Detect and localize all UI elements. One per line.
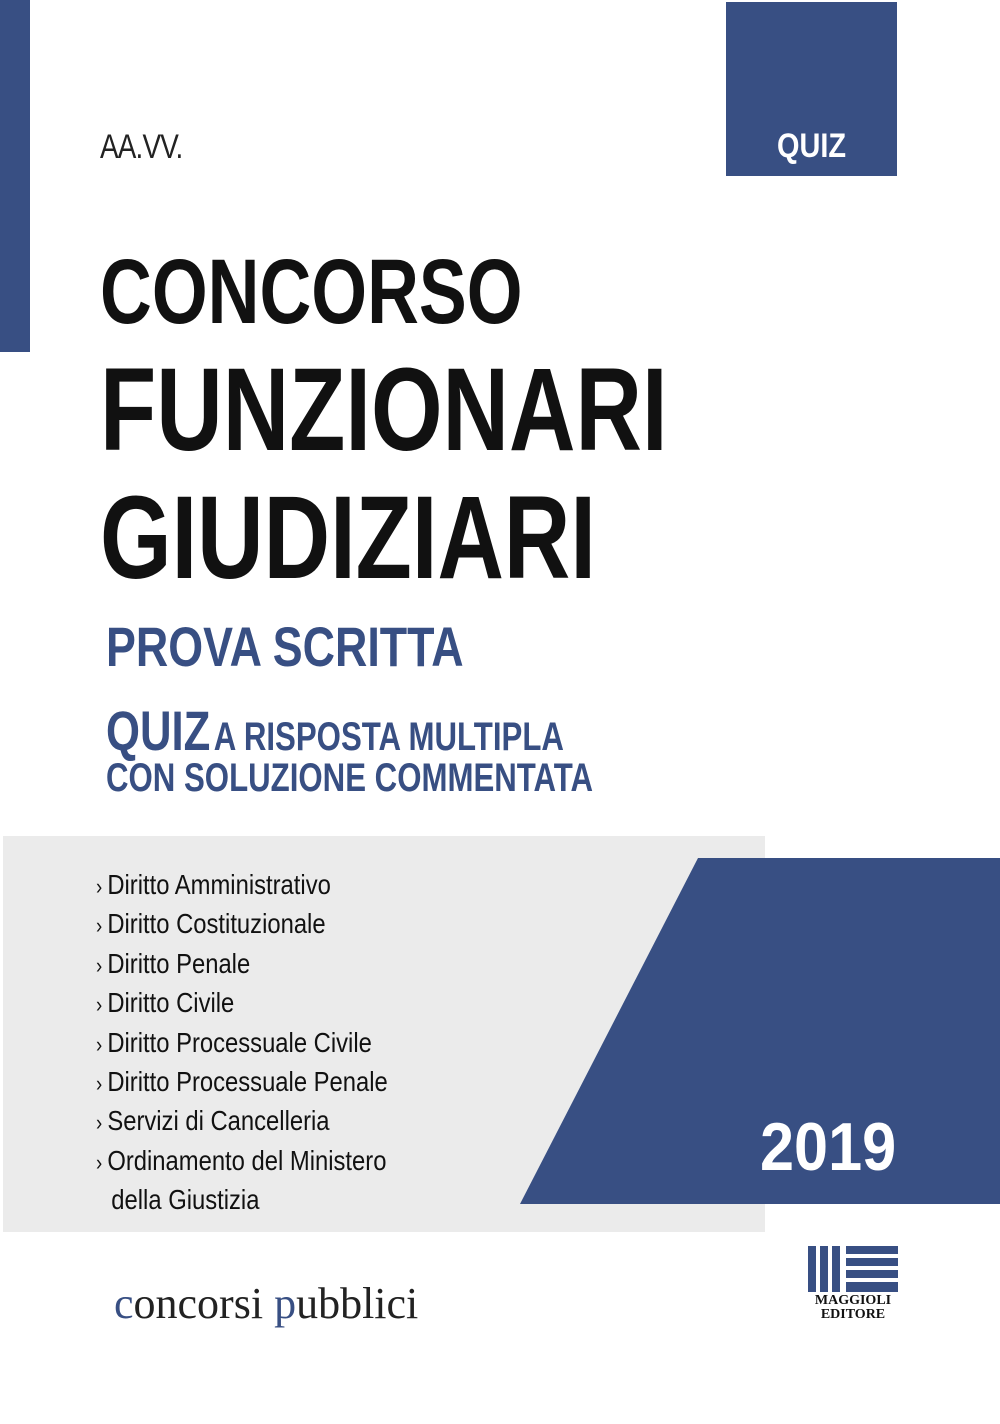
- subtitle: PROVA SCRITTA: [106, 615, 464, 678]
- list-item: › Diritto Civile: [96, 987, 235, 1019]
- list-item: › Diritto Processuale Penale: [96, 1066, 388, 1098]
- topic-list: [96, 866, 439, 1219]
- chevron-right-icon: ›: [96, 952, 103, 978]
- maggioli-logo-icon: [808, 1246, 898, 1292]
- chevron-right-icon: ›: [96, 1071, 103, 1097]
- list-item: › Ordinamento del Ministero: [96, 1144, 387, 1176]
- chevron-right-icon: ›: [96, 1149, 103, 1175]
- chevron-right-icon: ›: [96, 1110, 103, 1136]
- edition-year: 2019: [760, 1109, 897, 1185]
- title-line-3: GIUDIZIARI: [100, 472, 596, 604]
- list-item: › Diritto Processuale Civile: [96, 1026, 372, 1058]
- publisher-logo: [808, 1246, 898, 1322]
- quiz-word: QUIZ: [106, 699, 211, 762]
- list-item: › Diritto Penale: [96, 947, 251, 979]
- author: AA.VV.: [100, 128, 183, 166]
- series-tag-label: QUIZ: [776, 127, 847, 165]
- chevron-right-icon: ›: [96, 874, 103, 899]
- quiz-subtitle-line-2: CON SOLUZIONE COMMENTATA: [106, 756, 594, 800]
- list-item-continuation: della Giustizia: [111, 1184, 260, 1216]
- title-line-1: CONCORSO: [100, 241, 523, 343]
- chevron-right-icon: ›: [96, 913, 103, 939]
- series-tag: [726, 2, 897, 176]
- quiz-rest: A RISPOSTA MULTIPLA: [213, 715, 564, 759]
- title-line-2: FUNZIONARI: [100, 344, 668, 476]
- series-name: concorsi pubblici: [114, 1279, 419, 1328]
- chevron-right-icon: ›: [96, 1031, 103, 1057]
- chevron-right-icon: ›: [96, 992, 103, 1018]
- quiz-subtitle: [106, 698, 564, 763]
- publisher-name: MAGGIOLI EDITORE: [814, 1293, 892, 1322]
- list-item: › Diritto Amministrativo: [96, 869, 331, 900]
- list-item: › Diritto Costituzionale: [96, 908, 326, 940]
- left-accent-bar: [0, 0, 30, 352]
- list-item: › Servizi di Cancelleria: [96, 1105, 330, 1137]
